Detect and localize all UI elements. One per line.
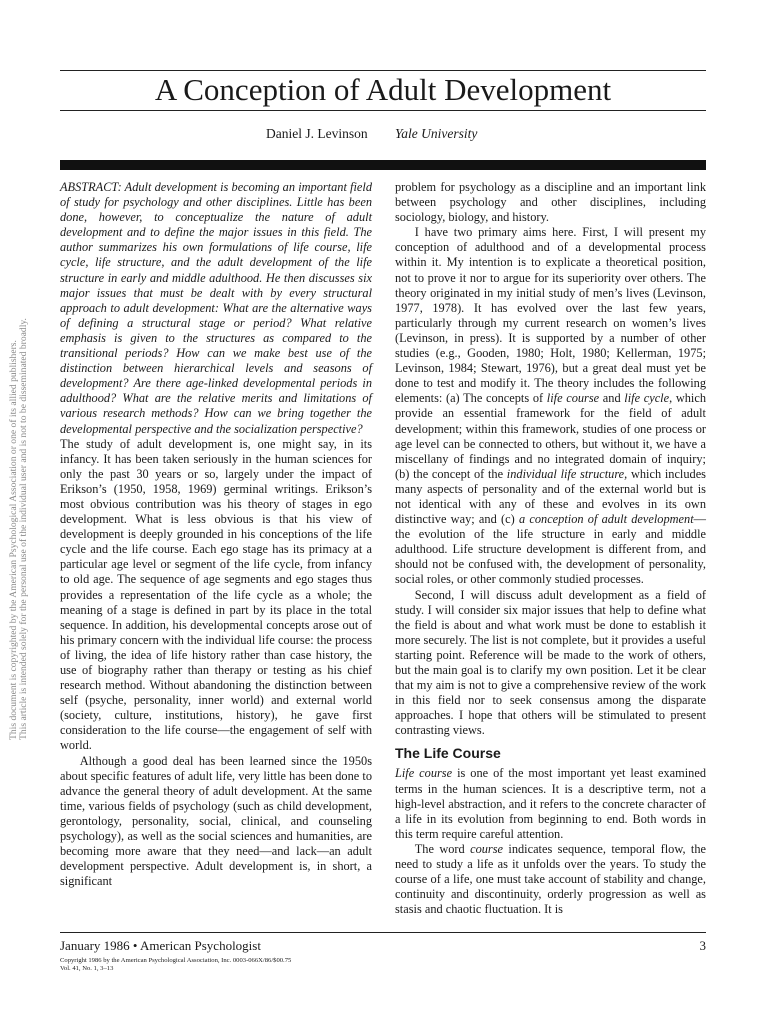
header-divider-bar xyxy=(60,160,706,170)
body-paragraph: Although a good deal has been learned since the 1950s about specific features of adult life, very little has been done to advance the general theory of adult development. At the same time, various fields of psychology (such as child development, gerontology, personality, social, clinical, and counseling psychology), as well as the social sciences and humanities, are becoming more aware that they need—and lack—an adult development perspective. Adult development is, in short, a significant xyxy=(60,753,372,889)
body-paragraph xyxy=(395,766,706,841)
text-run: which includes many aspects of personality and of the external world but is not identical with any of these and evolves in its own distinctive way; and (c) xyxy=(395,466,706,527)
abstract xyxy=(60,180,372,437)
copyright-line-1: Copyright 1986 by the American Psychological Association, Inc. 0003-066X/86/$00.75 xyxy=(60,957,292,964)
abstract-text: Adult development is becoming an important field of study for psychology and other disciplines. Little has been done, however, to conceptualize the nature of adult development and to define the major issues in this field. The author summarizes his own formulations of life course, life cycle, life structure, and the adult development of the life structure in early and middle adulthood. He then discusses six major issues that must be dealt with by every structural approach to adult development: What are the alternative ways of defining a structural stage or period? What relative emphasis is given to the structures as compared to the transitional periods? How can we make best use of the distinction between hierarchical levels and seasons of development? Are there age-linked developmental periods in adulthood? What are the relative merits and limitations of various research methods? How can we bring together the developmental perspective and the socialization perspective? xyxy=(60,180,372,436)
journal-footer: January 1986 • American Psychologist xyxy=(60,938,261,953)
copyright-side-notice xyxy=(0,280,30,740)
text-run: I have two primary aims here. First, I will present my conception of adulthood and of a developmental process within it. My intention is to explicate a theoretical position, not to prove it nor to argue for its superiority over others. The theory originated in my initial study of men’s lives (Levinson, 1977, 1978). It has evolved over the last few years, particularly through my current research on women’s lives (Levinson, in press). It is supported by a number of other studies (e.g., Gooden, 1980; Holt, 1980; Kellerman, 1975; Levinson, 1984; Stewart, 1976), but a great deal must yet be done to test and modify it. The theory includes the following elements: (a) The concepts of xyxy=(395,225,706,406)
title-bottom-rule xyxy=(60,110,706,111)
page-number: 3 xyxy=(699,938,706,953)
italic-term: life course xyxy=(546,391,600,406)
text-run: —the evolution of the life structure in early and middle adulthood. Life structure development is different from, and should not be confused with, the development of personality, social roles, or other commonly studied processes. xyxy=(395,512,706,587)
italic-term: a conception of adult development xyxy=(518,512,694,527)
author-name: Daniel J. Levinson xyxy=(266,126,368,141)
copyright-line-2: Vol. 41, No. 1, 3–13 xyxy=(60,965,114,972)
italic-term: life cycle xyxy=(624,391,670,406)
text-run: , which provide an essential framework for the field of adult development; within this framework, studies of one process or age level can be connected to others, but without it, we have a miscellany of findings and no integrated domain of inquiry; (b) the concept of the xyxy=(395,391,706,481)
body-paragraph: problem for psychology as a discipline and an important link between psychology and other disciplines, including sociology, biology, and history. xyxy=(395,180,706,225)
side-notice-line-2: This article is intended solely for the personal use of the individual user and is not to be disseminated broadly. xyxy=(18,318,29,740)
copyright-notice xyxy=(60,957,291,973)
side-notice-line-1: This document is copyrighted by the American Psychological Association or one of its allied publishers. xyxy=(8,340,19,740)
body-paragraph xyxy=(395,842,706,917)
text-run: and xyxy=(599,391,625,406)
body-paragraph: Second, I will discuss adult development as a field of study. I will consider six major issues that help to define what the field is about and what work must be done to establish it more securely. The list is not complete, but it provides a useful starting point. Reference will be made to the work of others, but the main goal is to clarify my own position. Let it be clear that my aim is not to give a comprehensive review of the work in this field nor to seek consensus among the disparate approaches. I hope that others will be stimulated to present contrasting views. xyxy=(395,587,706,738)
right-column xyxy=(395,180,706,917)
left-column xyxy=(60,180,372,889)
author-affiliation: Yale University xyxy=(395,126,478,141)
article-title: A Conception of Adult Development xyxy=(154,72,612,107)
footer-rule xyxy=(60,932,706,933)
title-top-rule xyxy=(60,70,706,71)
body-paragraph xyxy=(395,225,706,587)
italic-term: individual life structure, xyxy=(506,466,628,481)
text-run: The word xyxy=(414,841,471,856)
body-paragraph: The study of adult development is, one might say, in its infancy. It has been taken seriously in the human sciences for only the past 30 years or so, largely under the impact of Erikson’s (1950, 1958, 1969) germinal writings. Erikson’s most obvious contribution was his theory of stages in ego development. What is less obvious is that his view of development is deeply grounded in his conceptions of the life cycle and the life course. Each ego stage has its primacy at a particular age level or segment of the life cycle, from infancy to old age. The sequence of age segments and ego stages thus provides a representation of the life cycle as a whole; the meaning of a stage is defined in part by its place in the total sequence. In addition, his developmental concepts arose out of his primary concern with the individual life course: the process of living, the idea of life history rather than case history, the use of biography rather than therapy or testing as his chief research method. Without abandoning the distinction between self (psyche, personality, inner world) and external world (society, culture, institutions, history), he gave first consideration to the life course—the engagement of self with world. xyxy=(60,436,372,753)
section-heading: The Life Course xyxy=(395,745,501,762)
text-run: is one of the most important yet least examined terms in the human sciences. It is a descriptive term, not a high-level abstraction, and it refers to the concrete character of a life in its evolution from beginning to end. Both words in this term require careful attention. xyxy=(395,766,706,841)
text-run: indicates sequence, temporal flow, the need to study a life as it unfolds over the years. To study the course of a life, one must take account of stability and change, continuity and discontinuity, orderly progression as well as stasis and chaotic fluctuation. It is xyxy=(395,841,706,917)
italic-term: Life course xyxy=(395,766,453,781)
abstract-label: ABSTRACT: xyxy=(60,180,122,194)
italic-term: course xyxy=(470,841,504,856)
